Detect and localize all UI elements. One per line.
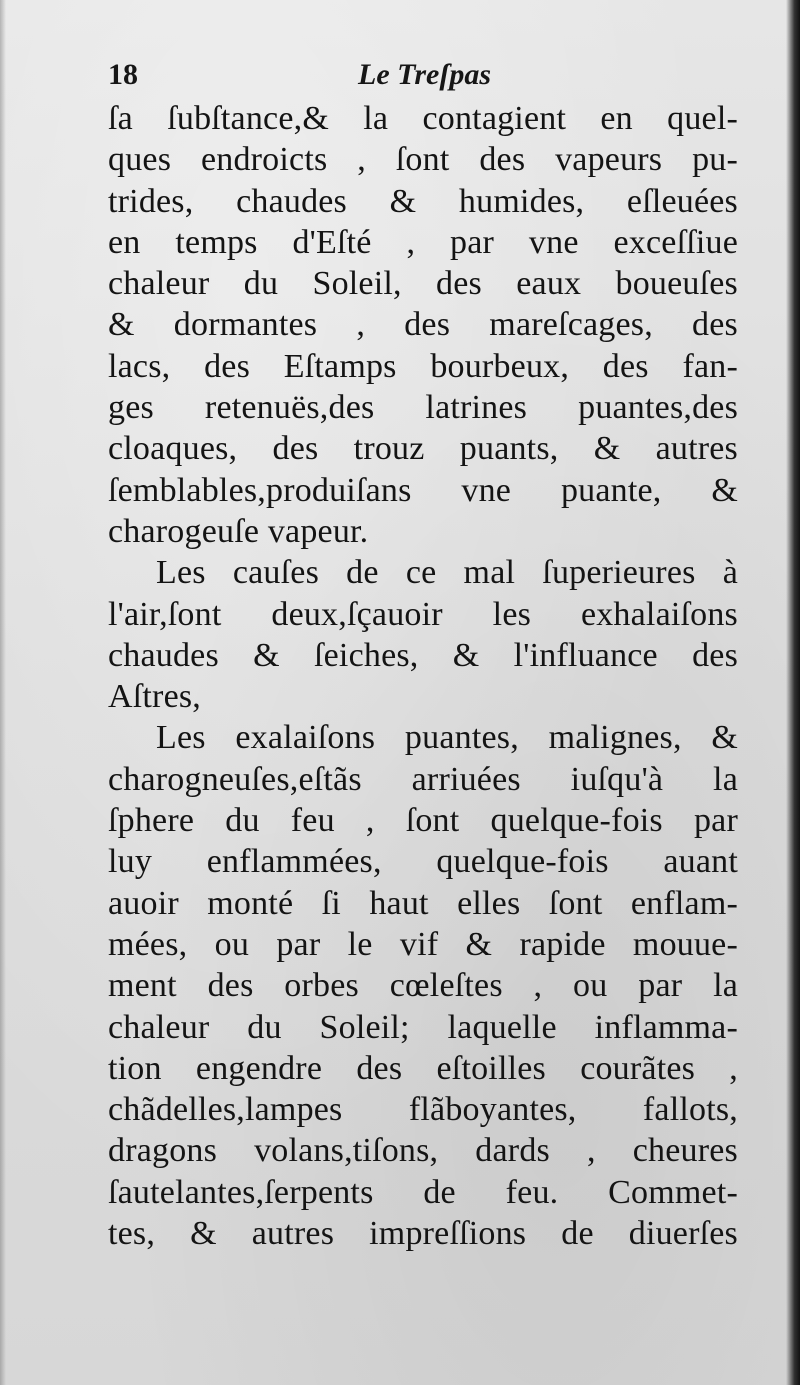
text-line: ques endroicts , ſont des vapeurs pu- <box>108 141 738 179</box>
paragraph-start-line: Les cauſes de ce mal ſuperieures à <box>156 554 738 592</box>
text-line: ſautelantes,ſerpents de feu. Commet- <box>108 1173 738 1211</box>
text-line: cloaques, des trouz puants, & autres <box>108 430 738 468</box>
page-left-shadow <box>0 0 6 1385</box>
text-line: ſphere du feu , ſont quelque-fois par <box>108 802 738 840</box>
text-line: luy enflammées, quelque-fois auant <box>108 843 738 881</box>
text-line: chãdelles,lampes flãboyantes, fallots, <box>108 1091 738 1129</box>
page-number: 18 <box>108 58 138 91</box>
paragraph-start-line: Les exalaiſons puantes, malignes, & <box>156 719 738 757</box>
text-line: ges retenuës,des latrines puantes,des <box>108 389 738 427</box>
paragraph-end-line: Aſtres, <box>108 678 201 716</box>
text-line: ſemblables,produiſans vne puante, & <box>108 471 738 509</box>
text-line: en temps d'Eſté , par vne exceſſiue <box>108 223 738 261</box>
text-line: l'air,ſont deux,ſçauoir les exhalaiſons <box>108 595 738 633</box>
text-line: ſa ſubſtance,& la contagient en quel- <box>108 100 738 137</box>
text-line: charogneuſes,eſtãs arriuées iuſqu'à la <box>108 760 738 798</box>
body-text <box>108 98 738 1254</box>
text-line: mées, ou par le vif & rapide mouue- <box>108 925 738 963</box>
text-line: trides, chaudes & humides, eſleuées <box>108 182 738 220</box>
paragraph-end-line: charogeuſe vapeur. <box>108 512 369 550</box>
text-line: tion engendre des eſtoilles courãtes , <box>108 1049 738 1087</box>
text-line: tes, & autres impreſſions de diuerſes <box>108 1215 738 1253</box>
text-line: chaleur du Soleil; laquelle inflamma- <box>108 1008 738 1046</box>
text-line: & dormantes , des mareſcages, des <box>108 306 738 344</box>
scanner-edge-shadow <box>786 0 800 1385</box>
running-title: Le Treſpas <box>358 58 492 91</box>
text-line: chaleur du Soleil, des eaux boueuſes <box>108 265 738 303</box>
text-line: ment des orbes cœleſtes , ou par la <box>108 967 738 1005</box>
text-line: auoir monté ſi haut elles ſont enflam- <box>108 884 738 922</box>
text-line: lacs, des Eſtamps bourbeux, des fan- <box>108 347 738 385</box>
text-line: dragons volans,tiſons, dards , cheures <box>108 1132 738 1170</box>
page-header <box>108 58 738 98</box>
text-line: chaudes & ſeiches, & l'influance des <box>108 636 738 674</box>
